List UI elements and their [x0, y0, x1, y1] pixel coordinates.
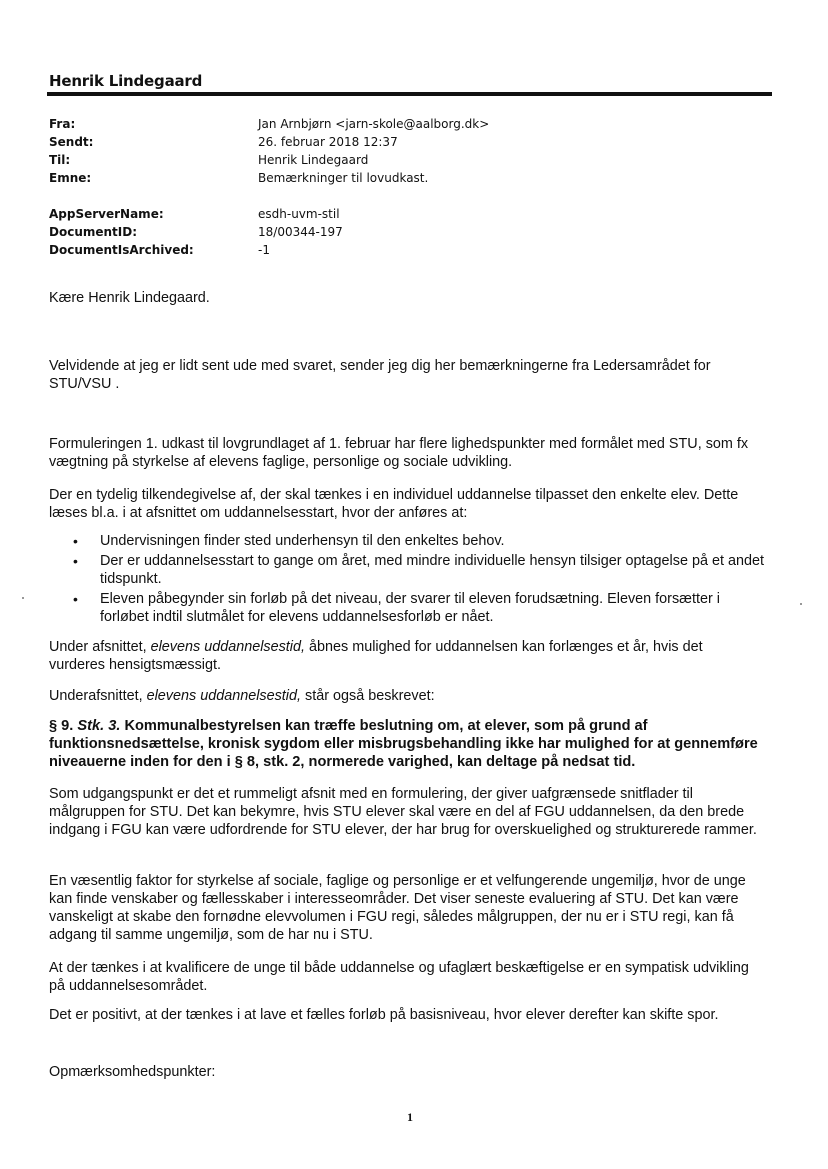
list-item [50, 532, 770, 550]
from-label: Fra: [49, 117, 76, 131]
text-segment: Under afsnittet, [49, 639, 151, 655]
text-segment: Kommunalbestyrelsen kan træffe beslutning om, at elever, som på grund af funktionsnedsættelse, kronisk sygdom eller misbrugsbehandling ikke har mulighed for at gennemføre niveauerne inden for den i § 8, stk. 2, normerede varighed, kan deltage på nedsat tid. [49, 718, 758, 770]
scan-speck [22, 597, 24, 599]
to-value: Henrik Lindegaard [258, 153, 369, 167]
document-id-value: 18/00344-197 [258, 225, 343, 239]
app-server-label: AppServerName: [49, 207, 164, 221]
bullet-marker: • [73, 533, 78, 549]
paragraph-legal-quote [49, 717, 769, 771]
paragraph-individual: Der en tydelig tilkendegivelse af, der skal tænkes i en individuel uddannelse tilpasset den enkelte elev. Dette læses bl.a. i at afsnittet om uddannelsesstart, hvor der anføres at: [49, 487, 739, 521]
sent-label: Sendt: [49, 135, 94, 149]
from-value: Jan Arnbjørn <jarn-skole@aalborg.dk> [258, 117, 490, 131]
title-rule [47, 92, 772, 96]
paragraph-positive: Det er positivt, at der tænkes i at lave et fælles forløb på basisniveau, hvor elever derefter kan skifte spor. [49, 1007, 719, 1023]
text-segment: Underafsnittet, [49, 688, 147, 704]
paragraph-subsection [49, 687, 761, 705]
paragraph-youth-environment: En væsentlig faktor for styrkelse af sociale, faglige og personlige er et velfungerende ungemiljø, hvor de unge kan finde venskaber og fællesskaber i interesseområder. Det viser seneste evaluering af STU. Det kan være vanskeligt at skabe den fornødne elevvolumen i FGU regi, således målgruppen, der nu er i STU regi, kan få adgang til samme ungemiljø, som de har nu i STU. [49, 873, 746, 943]
bullet-text: Der er uddannelsesstart to gange om året, med mindre individuelle hensyn tilsiger optagelse på et andet tidspunkt. [100, 553, 764, 587]
text-segment: § 9. [49, 718, 78, 734]
section-heading-attention-points: Opmærksomhedspunkter: [49, 1064, 216, 1080]
list-item [50, 590, 770, 626]
scan-speck [800, 603, 802, 605]
bullet-marker: • [73, 591, 78, 607]
list-item [50, 552, 770, 588]
to-label: Til: [49, 153, 71, 167]
emphasis-text: Stk. 3. [77, 718, 121, 734]
document-archived-value: -1 [258, 243, 270, 257]
document-id-row [49, 223, 769, 241]
text-segment: åbnes mulighed for uddannelsen kan forlænges et år, hvis det vurderes hensigtsmæssigt. [49, 639, 703, 673]
emphasis-text: elevens uddannelsestid, [146, 688, 302, 704]
emphasis-text: elevens uddannelsestid, [150, 639, 306, 655]
bullet-text: Undervisningen finder sted underhensyn til den enkeltes behov. [100, 533, 505, 549]
sent-row [49, 133, 769, 151]
bullet-list [50, 532, 770, 628]
bullet-text: Eleven påbegynder sin forløb på det niveau, der svarer til eleven forudsætning. Eleven forsætter i forløbet indtil slutmålet for elevens uddannelsesforløb er nået. [100, 591, 720, 625]
to-row [49, 151, 769, 169]
subject-row [49, 169, 769, 187]
document-id-label: DocumentID: [49, 225, 138, 239]
paragraph-starting-point: Som udgangspunkt er det et rummeligt afsnit med en formulering, der giver uafgrænsede snitflader til målgruppen for STU. Det kan bekymre, hvis STU elever skal være en del af FGU uddannelsen, da den brede indgang i FGU kan være udfordrende for STU elever, der har brug for overskuelighed og strukturerede rammer. [49, 786, 757, 838]
paragraph-education-time [49, 638, 761, 674]
page-number: 1 [407, 1110, 413, 1124]
email-header-fields [49, 115, 769, 187]
from-row [49, 115, 769, 133]
document-archived-row [49, 241, 769, 259]
salutation: Kære Henrik Lindegaard. [49, 290, 210, 306]
bullet-marker: • [73, 553, 78, 569]
paragraph-intro: Velvidende at jeg er lidt sent ude med svaret, sender jeg dig her bemærkningerne fra Ledersamrådet for STU/VSU . [49, 358, 711, 392]
paragraph-formulation: Formuleringen 1. udkast til lovgrundlaget af 1. februar har flere lighedspunkter med formålet med STU, som fx vægtning på styrkelse af elevens faglige, personlige og sociale udvikling. [49, 436, 749, 470]
app-server-row [49, 205, 769, 223]
app-server-value: esdh-uvm-stil [258, 207, 340, 221]
document-meta-fields [49, 205, 769, 259]
subject-label: Emne: [49, 171, 92, 185]
recipient-name-title: Henrik Lindegaard [49, 72, 203, 90]
sent-value: 26. februar 2018 12:37 [258, 135, 398, 149]
document-archived-label: DocumentIsArchived: [49, 243, 194, 257]
paragraph-qualify: At der tænkes i at kvalificere de unge til både uddannelse og ufaglært beskæftigelse er en sympatisk udvikling på uddannelsesområdet. [49, 960, 749, 994]
subject-value: Bemærkninger til lovudkast. [258, 171, 429, 185]
text-segment: står også beskrevet: [301, 688, 435, 704]
